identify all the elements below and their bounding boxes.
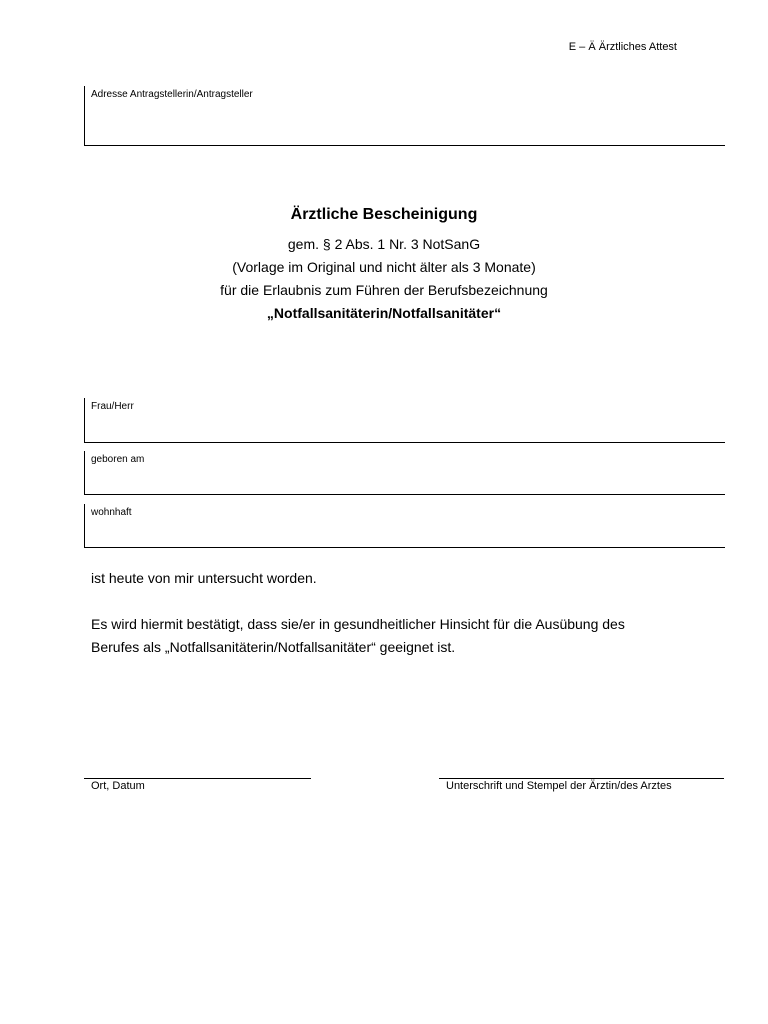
examined-statement: ist heute von mir untersucht worden. xyxy=(91,570,317,586)
signature-label: Unterschrift und Stempel der Ärztin/des Arztes xyxy=(446,780,672,792)
address-field[interactable] xyxy=(84,86,725,146)
legal-basis: gem. § 2 Abs. 1 Nr. 3 NotSanG xyxy=(287,236,481,252)
document-reference: E – Ä Ärztliches Attest xyxy=(568,41,677,53)
name-field[interactable] xyxy=(84,398,725,443)
purpose-text: für die Erlaubnis zum Führen der Berufsbezeichnung xyxy=(220,282,548,298)
name-field-label: Frau/Herr xyxy=(91,401,134,412)
birthdate-field[interactable] xyxy=(84,451,725,495)
residence-field[interactable] xyxy=(84,504,725,548)
document-title: Ärztliche Bescheinigung xyxy=(290,206,478,223)
confirmation-line-1: Es wird hiermit bestätigt, dass sie/er in gesundheitlicher Hinsicht für die Ausübung des xyxy=(91,616,625,632)
place-date-line[interactable] xyxy=(84,778,311,779)
birthdate-field-label: geboren am xyxy=(91,454,145,465)
confirmation-line-2: Berufes als „Notfallsanitäterin/Notfallsanitäter“ geeignet ist. xyxy=(91,639,456,655)
profession-title: „Notfallsanitäterin/Notfallsanitäter“ xyxy=(266,305,502,321)
residence-field-label: wohnhaft xyxy=(91,507,132,518)
address-field-label: Adresse Antragstellerin/Antragsteller xyxy=(91,89,253,100)
validity-note: (Vorlage im Original und nicht älter als 3 Monate) xyxy=(232,259,536,275)
signature-line[interactable] xyxy=(439,778,724,779)
place-date-label: Ort, Datum xyxy=(91,780,145,792)
